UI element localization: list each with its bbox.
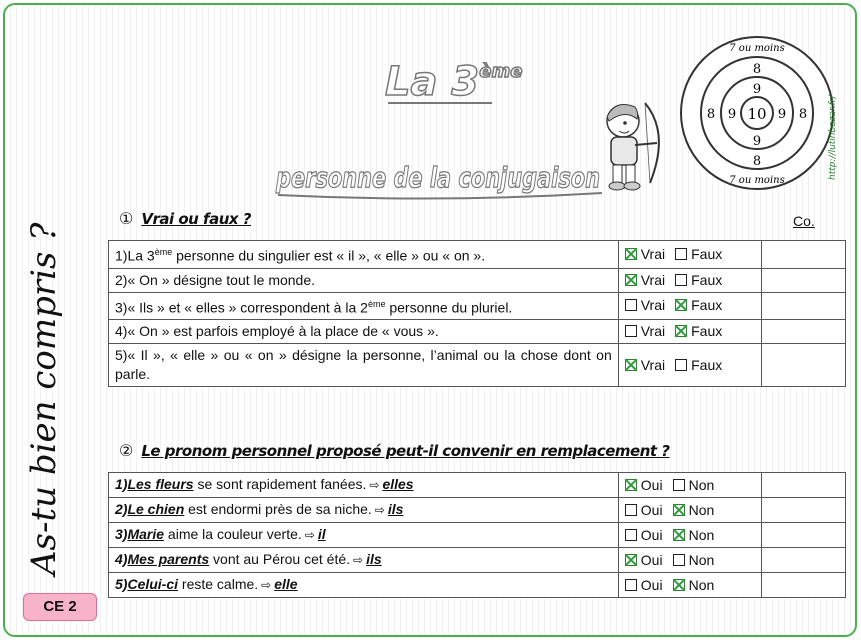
archer-boy-illustration <box>595 93 675 193</box>
checkbox[interactable] <box>673 479 685 491</box>
arrow-icon: ⇨ <box>374 503 385 517</box>
answer-options <box>618 241 761 269</box>
target-ring8-right: 8 <box>798 107 808 122</box>
option-label: Non <box>688 526 715 543</box>
option-1[interactable] <box>625 297 665 313</box>
statement-row <box>109 292 846 320</box>
correction-label: Co. <box>793 213 815 229</box>
checkbox[interactable] <box>675 359 687 371</box>
checkbox[interactable] <box>673 504 685 516</box>
option-1[interactable] <box>625 477 663 493</box>
option-2[interactable] <box>675 272 722 288</box>
statement-row <box>109 320 846 344</box>
option-label: Vrai <box>640 356 666 373</box>
option-label: Oui <box>640 576 663 593</box>
statement-text: 3)« Ils » et « elles » correspondent à la 2 <box>115 299 368 316</box>
side-title-text: As-tu bien compris ? <box>24 222 64 575</box>
sentence-number: 5) <box>115 576 128 592</box>
source-url-text: http://lutinbazar.fr/ <box>828 95 838 180</box>
option-2[interactable] <box>673 502 715 518</box>
correction-cell <box>761 344 845 387</box>
statement-text-end: personne du pluriel. <box>385 299 513 316</box>
option-2[interactable] <box>673 477 715 493</box>
checkbox[interactable] <box>673 579 685 591</box>
option-1[interactable] <box>625 552 663 568</box>
statement <box>109 268 619 292</box>
statement <box>109 344 619 387</box>
option-label: Faux <box>691 323 723 340</box>
checkbox[interactable] <box>625 504 637 516</box>
sentence-subject: Marie <box>127 526 165 542</box>
statement <box>109 292 619 320</box>
checkbox[interactable] <box>625 299 637 311</box>
correction-cell <box>761 573 845 598</box>
sentence-rest: se sont rapidement fanées. <box>193 476 367 492</box>
statement-sup: ème <box>367 298 386 309</box>
source-url <box>815 45 845 185</box>
statement-text: 1)La 3 <box>115 247 155 264</box>
target-ring8-left: 8 <box>706 107 716 122</box>
statement-text: 5)« Il », « elle » ou « on » désigne la personne, l’animal ou la chose dont on parle. <box>115 347 612 383</box>
arrow-icon: ⇨ <box>304 528 315 542</box>
sentence-subject: Les fleurs <box>127 476 194 492</box>
checkbox[interactable] <box>675 248 687 260</box>
option-label: Non <box>688 476 715 493</box>
answer-options <box>618 344 761 387</box>
sentence-pronoun: ils <box>366 551 382 567</box>
statement-text-end: personne du singulier est « il », « elle » ou « on ». <box>172 247 486 264</box>
answer-options <box>618 268 761 292</box>
option-label: Faux <box>691 297 723 314</box>
statement <box>109 320 619 344</box>
option-label: Faux <box>691 271 723 288</box>
section1-heading <box>119 209 251 229</box>
title <box>270 27 610 227</box>
sentence-row <box>109 473 846 498</box>
sentence-rest: est endormi près de sa niche. <box>184 501 372 517</box>
option-label: Non <box>688 501 715 518</box>
option-label: Vrai <box>640 245 666 262</box>
title-line1-sup: ème <box>479 61 523 82</box>
checkbox[interactable] <box>625 579 637 591</box>
correction-cell <box>761 523 845 548</box>
option-label: Faux <box>691 245 723 262</box>
target-ring7-bottom: 7 ou moins <box>729 175 785 186</box>
sentence-row <box>109 523 846 548</box>
svg-text:La 3ème <box>385 59 522 105</box>
option-label: Faux <box>691 356 723 373</box>
section1-title: Vrai ou faux ? <box>141 210 251 228</box>
answer-options <box>618 320 761 344</box>
correction-cell <box>761 292 845 320</box>
section1-number: ① <box>119 211 134 228</box>
option-label: Non <box>688 576 715 593</box>
title-line2: personne de la conjugaison <box>275 161 600 194</box>
sentence-pronoun: ils <box>387 501 404 517</box>
option-label: Oui <box>640 501 663 518</box>
sentence-number: 4) <box>115 551 128 567</box>
target-ring8-bottom: 8 <box>752 154 762 169</box>
option-1[interactable] <box>625 272 665 288</box>
correction-cell <box>761 498 845 523</box>
sentence-number: 1) <box>115 476 128 492</box>
sentence-subject: Celui-ci <box>127 576 179 592</box>
statement-sup: ème <box>154 247 173 257</box>
sentence-rest: vont au Pérou cet été. <box>209 551 351 567</box>
correction-cell <box>761 320 845 344</box>
sentence <box>109 523 619 548</box>
checkbox[interactable] <box>625 479 637 491</box>
checkbox[interactable] <box>673 529 685 541</box>
sentence-rest: aime la couleur verte. <box>164 526 302 542</box>
correction-cell <box>761 268 845 292</box>
checkbox[interactable] <box>625 274 637 286</box>
target-ring9-top: 9 <box>752 82 762 97</box>
checkbox[interactable] <box>625 529 637 541</box>
statement-row <box>109 268 846 292</box>
sentence-rest: reste calme. <box>178 576 259 592</box>
checkbox[interactable] <box>625 248 637 260</box>
option-2[interactable] <box>675 246 722 262</box>
option-1[interactable] <box>625 577 663 593</box>
statement-text: 4)« On » est parfois employé à la place de « vous ». <box>115 323 439 340</box>
sentence-row <box>109 573 846 598</box>
worksheet <box>3 3 857 637</box>
sentence-pronoun: il <box>317 526 326 542</box>
checkbox[interactable] <box>675 299 687 311</box>
answer-options <box>618 548 761 573</box>
option-2[interactable] <box>675 357 722 373</box>
answer-options <box>618 523 761 548</box>
option-label: Vrai <box>640 323 666 340</box>
option-label: Non <box>688 551 715 568</box>
answer-options <box>618 473 761 498</box>
correction-cell <box>761 548 845 573</box>
answer-options <box>618 292 761 320</box>
checkbox[interactable] <box>673 554 685 566</box>
answer-options <box>618 498 761 523</box>
sentence <box>109 498 619 523</box>
pronoun-table <box>108 472 846 598</box>
section2-heading <box>119 441 670 461</box>
sentence-number: 2) <box>115 501 128 517</box>
answer-options <box>618 573 761 598</box>
sentence <box>109 473 619 498</box>
statement-row <box>109 241 846 269</box>
target-ring9-right: 9 <box>777 107 787 122</box>
option-label: Vrai <box>640 271 666 288</box>
option-1[interactable] <box>625 502 663 518</box>
option-1[interactable] <box>625 357 665 373</box>
checkbox[interactable] <box>675 325 687 337</box>
option-1[interactable] <box>625 246 665 262</box>
checkbox[interactable] <box>625 359 637 371</box>
sentence <box>109 573 619 598</box>
side-title <box>15 220 75 580</box>
title-line1: La 3 <box>385 59 480 105</box>
section2-number: ② <box>119 443 134 460</box>
option-1[interactable] <box>625 323 665 339</box>
option-2[interactable] <box>673 527 715 543</box>
sentence-row <box>109 498 846 523</box>
checkbox[interactable] <box>625 554 637 566</box>
option-label: Vrai <box>640 297 666 314</box>
target-ring9-bottom: 9 <box>752 134 762 149</box>
arrow-icon: ⇨ <box>353 553 364 567</box>
sentence-number: 3) <box>115 526 128 542</box>
checkbox[interactable] <box>625 325 637 337</box>
correction-cell <box>761 241 845 269</box>
section2-title: Le pronom personnel proposé peut-il convenir en remplacement ? <box>141 442 670 460</box>
option-1[interactable] <box>625 527 663 543</box>
option-2[interactable] <box>673 577 715 593</box>
sentence-subject: Le chien <box>127 501 185 517</box>
sentence-pronoun: elle <box>274 576 298 592</box>
target-ring9-left: 9 <box>727 107 737 122</box>
option-2[interactable] <box>675 297 722 313</box>
statement <box>109 241 619 269</box>
sentence-subject: Mes parents <box>127 551 210 567</box>
target-center: 10 <box>747 105 767 123</box>
option-label: Oui <box>640 551 663 568</box>
option-label: Oui <box>640 476 663 493</box>
target-ring7-top: 7 ou moins <box>729 43 785 54</box>
score-target <box>677 33 837 193</box>
option-label: Oui <box>640 526 663 543</box>
arrow-icon: ⇨ <box>261 578 272 592</box>
sentence-row <box>109 548 846 573</box>
option-2[interactable] <box>673 552 715 568</box>
arrow-icon: ⇨ <box>369 478 380 492</box>
sentence-pronoun: elles <box>382 476 414 492</box>
true-false-table <box>108 240 846 387</box>
grade-badge: CE 2 <box>23 593 97 621</box>
statement-text: 2)« On » désigne tout le monde. <box>115 271 316 288</box>
checkbox[interactable] <box>675 274 687 286</box>
sentence <box>109 548 619 573</box>
option-2[interactable] <box>675 323 722 339</box>
statement-row <box>109 344 846 387</box>
target-ring8-top: 8 <box>752 62 762 77</box>
correction-cell <box>761 473 845 498</box>
